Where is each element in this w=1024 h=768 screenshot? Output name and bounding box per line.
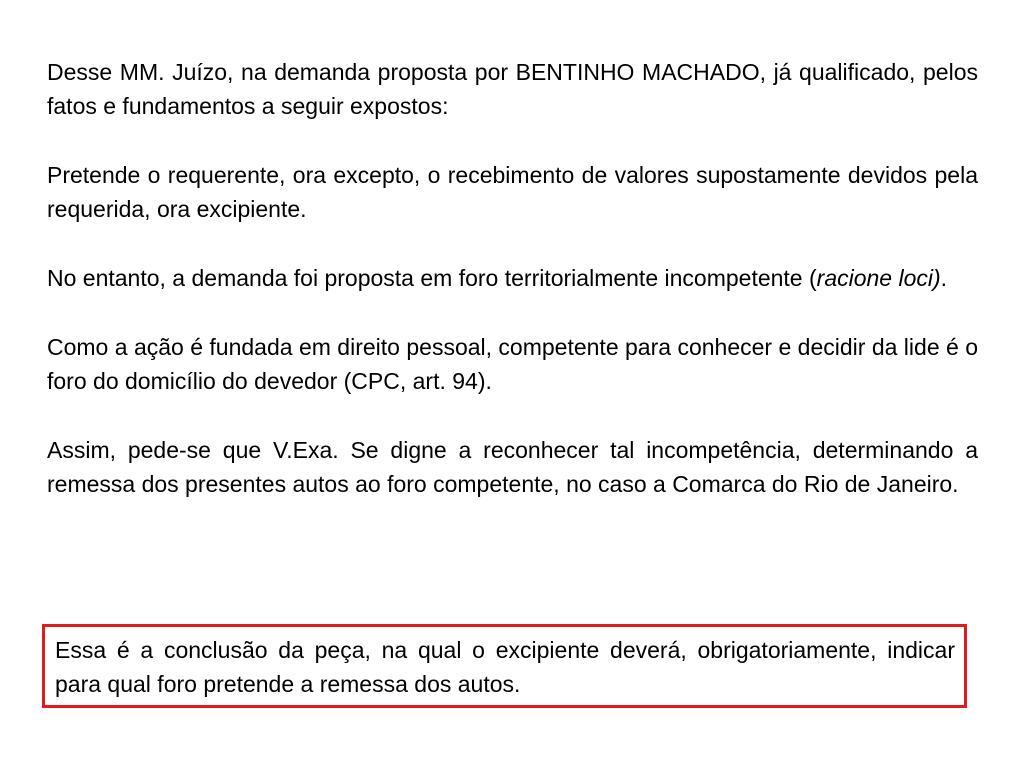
- paragraph-legal-basis: Como a ação é fundada em direito pessoal, competente para conhecer e decidir da lide é o foro do domicílio do devedor (CPC, art. 94).: [47, 334, 978, 394]
- paragraph-incompetence-text: No entanto, a demanda foi proposta em foro territorialmente incompetente (: [47, 265, 817, 291]
- paragraph-claim: Pretende o requerente, ora excepto, o recebimento de valores supostamente devidos pela requerida, ora excipiente.: [47, 162, 978, 222]
- paragraph-incompetence: [47, 261, 978, 295]
- conclusion-callout-text: Essa é a conclusão da peça, na qual o excipiente deverá, obrigatoriamente, indicar para qual foro pretende a remessa dos autos.: [55, 637, 955, 697]
- paragraph-incompetence-italic: racione loci): [816, 265, 941, 291]
- paragraph-incompetence-end: .: [940, 265, 948, 291]
- paragraph-intro: Desse MM. Juízo, na demanda proposta por BENTINHO MACHADO, já qualificado, pelos fatos e fundamentos a seguir expostos:: [47, 59, 978, 119]
- paragraph-request: Assim, pede-se que V.Exa. Se digne a reconhecer tal incompetência, determinando a remessa dos presentes autos ao foro competente, no caso a Comarca do Rio de Janeiro.: [47, 437, 978, 497]
- document-body: [47, 55, 978, 536]
- conclusion-callout-box: [42, 624, 967, 708]
